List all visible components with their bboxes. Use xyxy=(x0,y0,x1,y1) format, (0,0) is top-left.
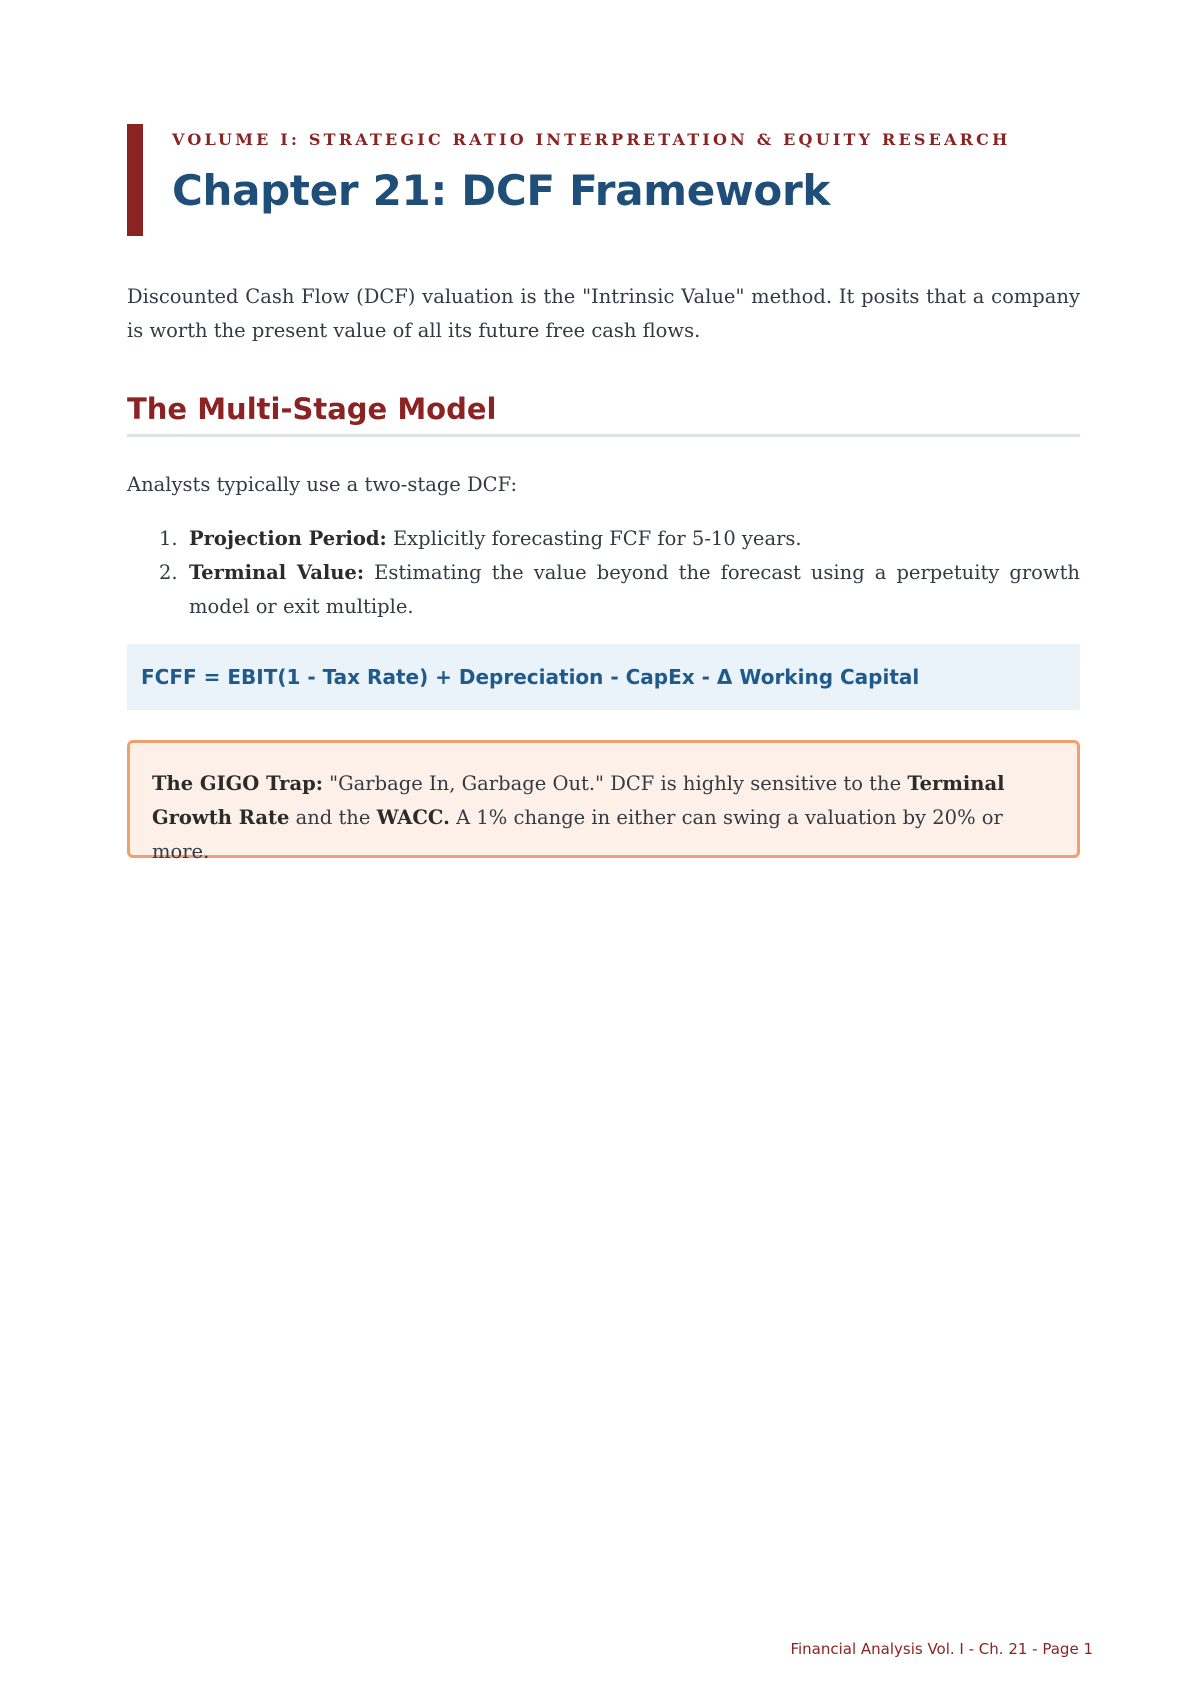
page-footer: Financial Analysis Vol. I - Ch. 21 - Page 1 xyxy=(790,1640,1093,1658)
volume-label: VOLUME I: STRATEGIC RATIO INTERPRETATION & EQUITY RESEARCH xyxy=(172,130,1011,149)
callout-emphasis: Terminal Growth Rate xyxy=(152,772,1005,829)
callout-title: The GIGO Trap: xyxy=(152,772,323,795)
section-heading: The Multi-Stage Model xyxy=(127,392,1080,437)
list-item-description: Estimating the value beyond the forecast using a perpetuity growth model or exit multiple. xyxy=(189,561,1080,618)
gigo-callout xyxy=(127,740,1080,863)
list-item-term: Projection Period: xyxy=(189,527,387,550)
chapter-header xyxy=(127,124,1080,236)
intro-paragraph: Discounted Cash Flow (DCF) valuation is the "Intrinsic Value" method. It posits that a company is worth the present value of all its future free cash flows. xyxy=(127,285,1080,342)
list-item-number: 1. xyxy=(159,527,178,550)
section-lead-in: Analysts typically use a two-stage DCF: xyxy=(127,473,518,496)
callout-emphasis: WACC. xyxy=(376,806,450,829)
callout-text-part: and the xyxy=(295,806,371,829)
callout-text xyxy=(152,767,1055,869)
list-item-number: 2. xyxy=(159,561,178,584)
list-item xyxy=(127,556,1080,624)
list-item xyxy=(127,522,1080,556)
callout-text-part: A 1% change in either can swing a valuation by 20% or more. xyxy=(152,806,1003,863)
header-accent-bar xyxy=(127,124,143,236)
list-item-term: Terminal Value: xyxy=(189,561,365,584)
stages-list xyxy=(127,522,1080,624)
list-item-description: Explicitly forecasting FCF for 5-10 years. xyxy=(392,527,802,550)
callout-text-part: "Garbage In, Garbage Out." DCF is highly sensitive to the xyxy=(329,772,902,795)
chapter-title: Chapter 21: DCF Framework xyxy=(172,166,830,215)
formula-box xyxy=(127,644,1080,710)
fcff-formula: FCFF = EBIT(1 - Tax Rate) + Depreciation - CapEx - Δ Working Capital xyxy=(141,665,920,689)
